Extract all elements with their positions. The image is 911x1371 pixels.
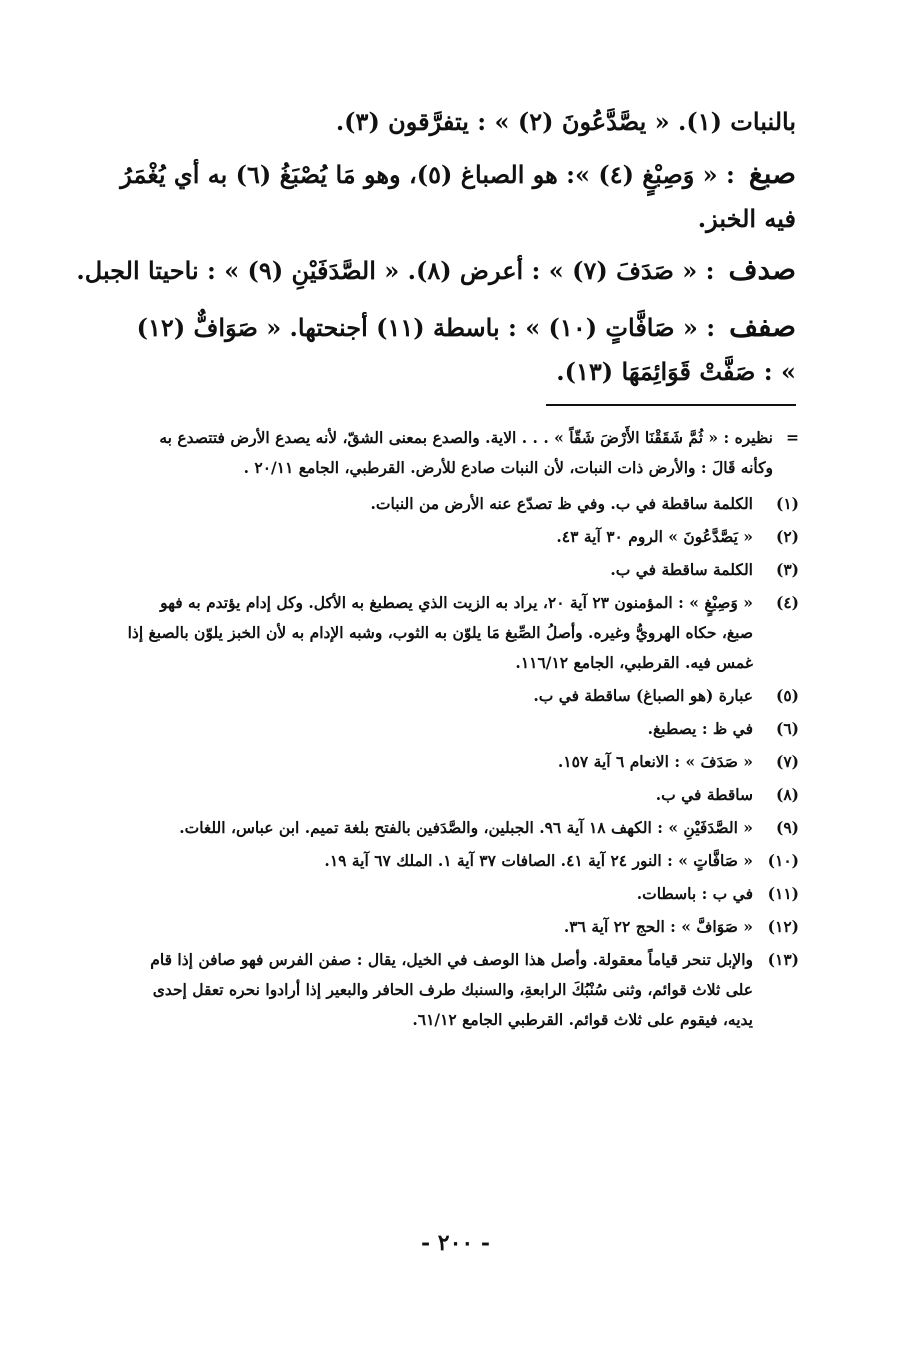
entry-headword: صدف bbox=[728, 253, 796, 286]
footnote-text: « صَوَافَّ » : الحج ٢٢ آية ٣٦. bbox=[563, 917, 753, 936]
footnote-number: (١) bbox=[775, 494, 799, 513]
footnote-item bbox=[125, 912, 799, 942]
entry-headword: صفف bbox=[729, 310, 796, 343]
footnote-item bbox=[125, 747, 799, 777]
footnote-number: (١٢) bbox=[767, 917, 799, 936]
footnote-text: « وَصِبْغٍ » : المؤمنون ٢٣ آية ٢٠، يراد به الزيت الذي يصطبغ به الأكل. وكل إدام يؤتدم به فهو صبغ، حكاه الهرويُّ وغيره. وأصلُ الصِّبغ مَا يلوّن به الثوب، وشبه الإدام به لأن الخبز يلوّن بالصبغ إذا غمس فيه. القرطبي، الجامع ١١٦/١٢. bbox=[127, 593, 753, 672]
footnote-item bbox=[125, 813, 799, 843]
entry-text: : « صَدَفَ (٧) » : أعرض (٨). « الصَّدَفَيْنِ (٩) » : ناحيتا الجبل. bbox=[76, 256, 715, 285]
continuation-mark: = bbox=[786, 428, 799, 447]
continued-footnote-text: نظيره : « ثُمَّ شَقَقْنَا الأَرْضَ شَقّاً » . . . الاية. والصدع بمعنى الشقّ، لأنه يصدع الأرض فتتصدع به وكأنه قَالَ : والأرض ذات النبات، لأن النبات صادع للأرض. القرطبي، الجامع ٢٠/١١ . bbox=[159, 428, 773, 477]
footnote-text: ساقطة في ب. bbox=[655, 785, 753, 804]
entry-sdf bbox=[76, 248, 796, 293]
footnote-text: « صَدَفَ » : الانعام ٦ آية ١٥٧. bbox=[557, 752, 753, 771]
footnote-text: الكلمة ساقطة في ب. bbox=[610, 560, 753, 579]
footnote-item bbox=[125, 588, 799, 678]
footnote-item bbox=[125, 714, 799, 744]
continued-footnote bbox=[125, 423, 799, 483]
continued-line: بالنبات (١). « يصَّدَّعُونَ (٢) » : يتفرَّقون (٣). bbox=[335, 107, 796, 136]
entry-sff bbox=[120, 305, 796, 394]
footnote-item bbox=[125, 681, 799, 711]
footnote-item bbox=[125, 522, 799, 552]
footnote-item bbox=[125, 945, 799, 1035]
footnote-text: عبارة (هو الصباغ) ساقطة في ب. bbox=[533, 686, 753, 705]
footnote-text: والإبل تنحر قياماً معقولة. وأصل هذا الوصف في الخيل، يقال : صفن الفرس فهو صافن إذا قام على ثلاث قوائم، وثنى سُنْبُكَ الرابعةِ، والسنبك طرف الحافر والبعير إذا أرادوا نحره تعقل إحدى يديه، فيقوم على ثلاث قوائم. القرطبي الجامع ٦١/١٢. bbox=[150, 950, 753, 1029]
footnote-item bbox=[125, 780, 799, 810]
footnote-number: (٢) bbox=[775, 527, 799, 546]
footnote-number: (٩) bbox=[775, 818, 799, 837]
footnote-item bbox=[125, 879, 799, 909]
footnote-separator bbox=[546, 404, 796, 406]
footnote-text: « صَافَّاتٍ » : النور ٢٤ آية ٤١. الصافات ٣٧ آية ١. الملك ٦٧ آية ١٩. bbox=[324, 851, 753, 870]
footnote-item bbox=[125, 555, 799, 585]
footnote-text: « يَصَّدَّعُونَ » الروم ٣٠ آية ٤٣. bbox=[556, 527, 753, 546]
footnote-text: في ظ : يصطبغ. bbox=[647, 719, 753, 738]
footnote-item bbox=[125, 489, 799, 519]
footnote-text: الكلمة ساقطة في ب. وفي ظ تصدّع عنه الأرض من النبات. bbox=[370, 494, 753, 513]
footnote-number: (٥) bbox=[775, 686, 799, 705]
entry-text: : « وَصِبْغٍ (٤) »: هو الصباغ (٥)، وهو مَا يُصْبَغُ (٦) به أي يُغْمَرُ فيه الخبز. bbox=[120, 160, 796, 233]
entry-text: : « صَافَّاتٍ (١٠) » : باسطة (١١) أجنحتها. « صَوَافٌّ (١٢) » : صَفَّتْ قَوَائِمَهَا (١٣). bbox=[136, 313, 796, 386]
page-number: - ٢٠٠ - bbox=[420, 1230, 491, 1256]
footnote-text: في ب : باسطات. bbox=[636, 884, 753, 903]
footnote-number: (٧) bbox=[775, 752, 799, 771]
footnote-number: (١١) bbox=[767, 884, 799, 903]
entry-sbgh bbox=[120, 152, 796, 241]
footnote-text: « الصَّدَفَيْنِ » : الكهف ١٨ آية ٩٦. الجبلين، والصَّدَفين بالفتح بلغة تميم. ابن عباس، اللغات. bbox=[179, 818, 753, 837]
footnote-number: (٤) bbox=[775, 593, 799, 612]
footnote-number: (٣) bbox=[775, 560, 799, 579]
footnote-number: (١٠) bbox=[767, 851, 799, 870]
footnote-number: (٨) bbox=[775, 785, 799, 804]
footnote-number: (٦) bbox=[775, 719, 799, 738]
footnote-number: (١٣) bbox=[767, 950, 799, 969]
footnote-item bbox=[125, 846, 799, 876]
entry-headword: صبغ bbox=[748, 157, 796, 190]
footnotes bbox=[125, 423, 799, 1038]
